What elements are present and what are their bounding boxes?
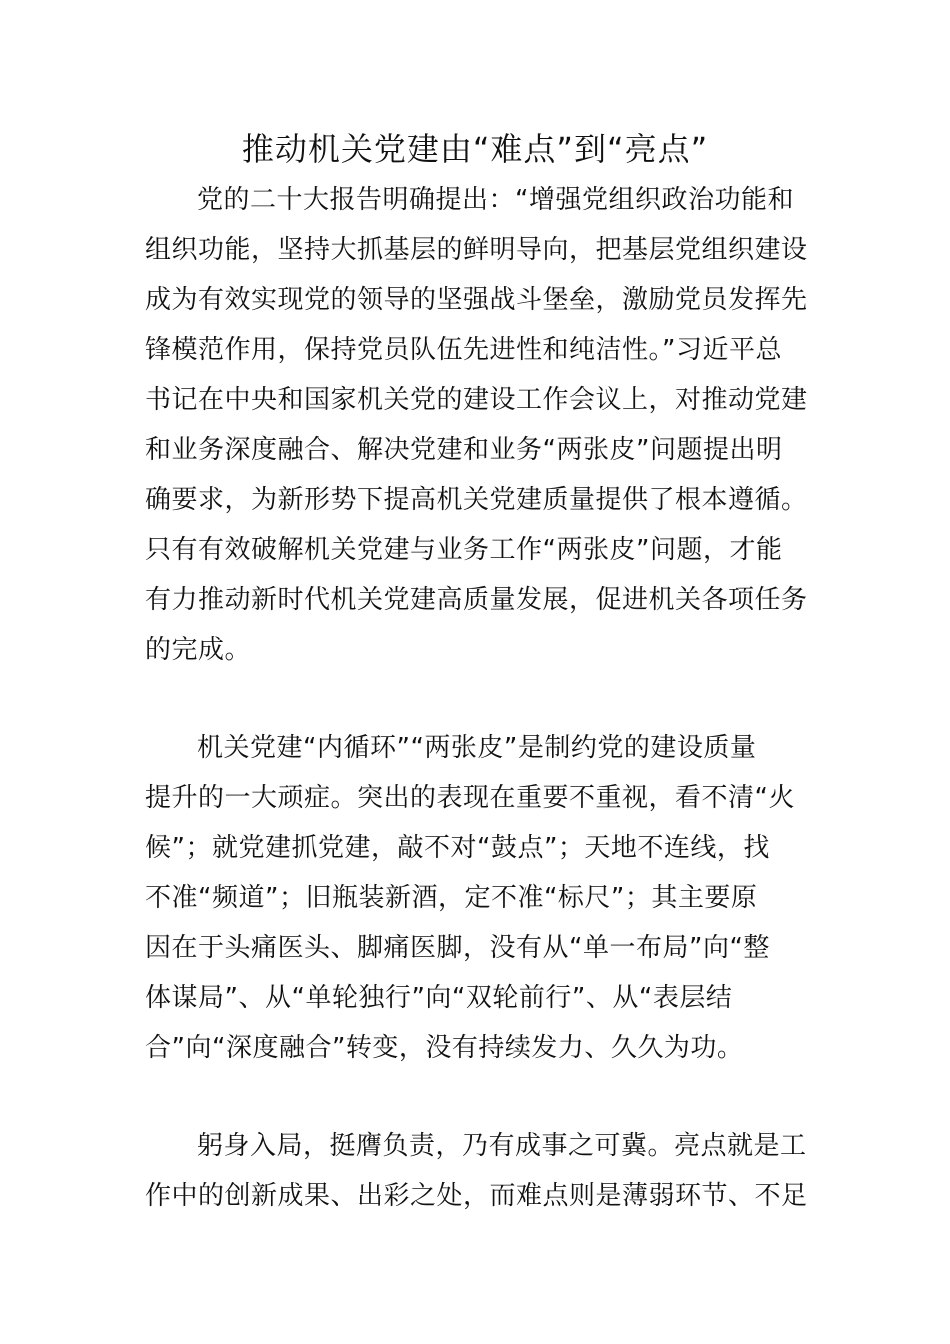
document-title: 推动机关党建由“难点”到“亮点” [241, 130, 709, 168]
text-line: 党的二十大报告明确提出：“增强党组织政治功能和 [197, 185, 794, 215]
text-line: 的完成。 [145, 635, 252, 665]
text-line: 提升的一大顽症。突出的表现在重要不重视，看不清“火 [145, 783, 795, 813]
text-line: 因在于头痛医头、脚痛医脚，没有从“单一布局”向“整 [145, 933, 770, 963]
paragraph-2 [145, 723, 810, 1073]
text-line: 成为有效实现党的领导的坚强战斗堡垒，激励党员发挥先 [145, 285, 808, 315]
text-line: 候”；就党建抓党建，敲不对“鼓点”；天地不连线，找 [145, 833, 770, 863]
text-line: 只有有效破解机关党建与业务工作“两张皮”问题，才能 [145, 535, 783, 565]
text-line: 有力推动新时代机关党建高质量发展，促进机关各项任务 [145, 585, 808, 615]
text-line: 和业务深度融合、解决党建和业务“两张皮”问题提出明 [145, 435, 783, 465]
text-line: 躬身入局，挺膺负责，乃有成事之可冀。亮点就是工 [197, 1131, 807, 1161]
text-line: 合”向“深度融合”转变，没有持续发力、久久为功。 [145, 1033, 744, 1063]
paragraph-1 [145, 175, 810, 675]
text-line: 确要求，为新形势下提高机关党建质量提供了根本遵循。 [145, 485, 808, 515]
text-line: 锋模范作用，保持党员队伍先进性和纯洁性。”习近平总 [145, 335, 782, 365]
paragraph-3 [145, 1121, 810, 1221]
text-line: 不准“频道”；旧瓶装新酒，定不准“标尺”；其主要原 [145, 883, 758, 913]
text-line: 机关党建“内循环”“两张皮”是制约党的建设质量 [197, 733, 757, 763]
text-line: 书记在中央和国家机关党的建设工作会议上，对推动党建 [145, 385, 808, 415]
text-line: 作中的创新成果、出彩之处，而难点则是薄弱环节、不足 [145, 1181, 808, 1211]
text-line: 组织功能，坚持大抓基层的鲜明导向，把基层党组织建设 [145, 235, 808, 265]
text-line: 体谋局”、从“单轮独行”向“双轮前行”、从“表层结 [145, 983, 733, 1013]
